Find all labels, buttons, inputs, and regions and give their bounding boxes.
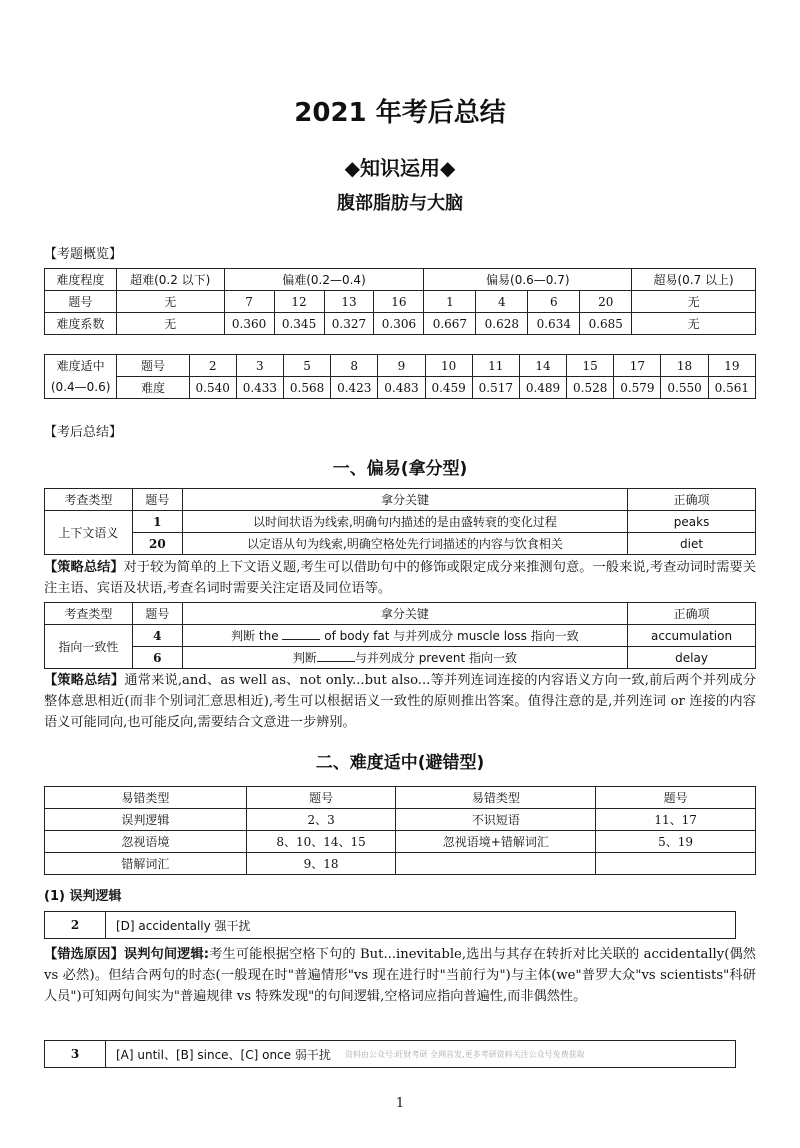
answer: accumulation [628,625,756,647]
key-text: 以时间状语为线索,明确句内描述的是由盛转衰的变化过程 [182,511,627,533]
question-type: 上下文语义 [45,511,133,555]
header-super-hard: 超难(0.2 以下) [116,269,224,291]
cell: 9、18 [246,853,396,875]
cell: 1 [424,291,476,313]
cell: 2 [189,355,236,377]
blank-line [282,629,320,640]
answer: peaks [628,511,756,533]
cell: 12 [274,291,324,313]
cell: 忽视语境+错解词汇 [396,831,596,853]
cell: 0.540 [189,377,236,399]
cell: 0.423 [331,377,378,399]
cell: 5 [283,355,330,377]
cell: 0.579 [614,377,661,399]
cell: 15 [567,355,614,377]
header-answer: 正确项 [628,489,756,511]
cell: 6 [528,291,580,313]
cell [396,853,596,875]
page-title: 2021 年考后总结 [294,98,506,128]
cell: 无 [116,313,224,335]
summary-label: 【考后总结】 [44,425,123,440]
cell: 误判逻辑 [45,809,247,831]
overview-table [44,268,756,335]
question-number: 3 [45,1041,106,1067]
overview-label: 【考题概览】 [44,247,123,262]
strategy-text: 对于较为简单的上下文语义题,考生可以借助句中的修饰或限定成分来推测句意。一般来说,考查动词时需要关注主语、宾语及状语,考查名词时需要关注定语及同位语等。 [44,560,757,596]
row-label-difficulty: 难度 [117,377,189,399]
header-key: 拿分关键 [182,489,627,511]
header-type: 考查类型 [45,489,133,511]
cell: 不识短语 [396,809,596,831]
cell: 无 [116,291,224,313]
reason-label: 【错选原因】 [44,947,124,962]
moderate-table [44,354,756,399]
key-text [182,647,627,669]
reason-lead: 误判句间逻辑: [123,947,210,962]
cell: 0.459 [425,377,472,399]
cell: 0.568 [283,377,330,399]
cell: 8 [331,355,378,377]
error-type-table [44,786,756,875]
cell: 11 [472,355,519,377]
key-text: 以定语从句为线索,明确空格处先行词描述的内容与饮食相关 [182,533,627,555]
cell: 3 [236,355,283,377]
header-number: 题号 [132,489,182,511]
moderate-label [45,355,117,399]
cell: 9 [378,355,425,377]
cell: 忽视语境 [45,831,247,853]
header-answer: 正确项 [628,603,756,625]
watermark: 资料由公众号:旺财考研 全网首发,更多考研资料关注公众号免费获取 [344,1049,585,1059]
header-easy: 偏易(0.6—0.7) [424,269,632,291]
cell: 16 [374,291,424,313]
moderate-label-text: 难度适中 [56,358,105,373]
cell: 0.550 [661,377,708,399]
key-pre: 判断 [292,651,317,665]
question-number: 20 [132,533,182,555]
cell: 0.685 [580,313,632,335]
cell: 18 [661,355,708,377]
answer: diet [628,533,756,555]
section-heading-moderate: 二、难度适中(避错型) [315,753,485,773]
cell: 14 [519,355,566,377]
option-box-q2 [44,911,736,939]
row-label-number: 题号 [117,355,189,377]
header-number: 题号 [132,603,182,625]
subsection-heading: (1) 误判逻辑 [44,889,122,904]
cell: 0.433 [236,377,283,399]
row-label-coefficient: 难度系数 [45,313,117,335]
strategy-paragraph-1 [44,557,756,599]
cell: 0.360 [224,313,274,335]
cell: 13 [324,291,374,313]
page-number: 1 [395,1096,405,1111]
header-type: 考查类型 [45,603,133,625]
blank-line [317,651,355,662]
easy-consistency-table [44,602,756,669]
question-type: 指向一致性 [45,625,133,669]
section-heading-easy: 一、偏易(拿分型) [332,459,468,479]
error-reason-paragraph [44,944,756,1007]
key-post: 与并列成分 prevent 指向一致 [354,651,517,665]
cell: 0.528 [567,377,614,399]
cell: 0.628 [476,313,528,335]
passage-topic: 腹部脂肪与大脑 [337,193,463,214]
header-number: 题号 [596,787,756,809]
cell: 无 [632,313,756,335]
cell: 0.327 [324,313,374,335]
cell: 7 [224,291,274,313]
header-super-easy: 超易(0.7 以上) [632,269,756,291]
cell: 0.345 [274,313,324,335]
key-post: of body fat 与并列成分 muscle loss 指向一致 [324,629,579,643]
header-error-type: 易错类型 [45,787,247,809]
key-text [182,625,627,647]
cell: 5、19 [596,831,756,853]
header-number: 题号 [246,787,396,809]
cell: 17 [614,355,661,377]
question-number: 4 [132,625,182,647]
header-error-type: 易错类型 [396,787,596,809]
cell: 20 [580,291,632,313]
cell: 10 [425,355,472,377]
option-text: [A] until、[B] since、[C] once 弱干扰 [116,1047,331,1062]
cell: 0.667 [424,313,476,335]
option-text: [D] accidentally 强干扰 [116,918,251,933]
cell: 0.489 [519,377,566,399]
moderate-range: (0.4—0.6) [50,379,111,394]
header-key: 拿分关键 [182,603,627,625]
cell: 4 [476,291,528,313]
cell: 8、10、14、15 [246,831,396,853]
cell: 0.634 [528,313,580,335]
question-number: 1 [132,511,182,533]
strategy-text: 通常来说,and、as well as、not only...but also...等并列连词连接的内容语义方向一致,前后两个并列成分整体意思相近(而非个别词汇意思相近),考生可以根据语义一致性的原则推出答案。值得注意的是,并列连词 or 连接的内容语义可能同向,也可能反向,需要结合文意进一步辨别。 [44,673,756,730]
cell: 0.517 [472,377,519,399]
cell: 0.561 [708,377,755,399]
section-subtitle: ◆知识运用◆ [344,156,456,180]
cell: 0.483 [378,377,425,399]
answer: delay [628,647,756,669]
option-box-q3 [44,1040,736,1068]
cell [596,853,756,875]
header-hard: 偏难(0.2—0.4) [224,269,424,291]
cell: 错解词汇 [45,853,247,875]
cell: 0.306 [374,313,424,335]
strategy-paragraph-2 [44,670,756,733]
easy-context-table [44,488,756,555]
cell: 11、17 [596,809,756,831]
cell: 19 [708,355,755,377]
row-label-number: 题号 [45,291,117,313]
question-number: 2 [45,912,106,938]
strategy-label: 【策略总结】 [44,560,124,575]
strategy-label: 【策略总结】 [44,673,125,688]
reason-text: 考生可能根据空格下句的 But...inevitable,选出与其存在转折对比关联的 accidentally(偶然 vs 必然)。但结合两句的时态(一般现在时"普遍情形"vs 现在进行时"当前行为")与主体(we"普罗大众"vs scientists"科研人员")可知两句间实为"普遍规律 vs 特殊发现"的句间逻辑,空格词应指向普遍性,而非偶然性。 [44,947,756,1004]
cell: 2、3 [246,809,396,831]
question-number: 6 [132,647,182,669]
key-pre: 判断 the [231,629,279,643]
header-difficulty: 难度程度 [45,269,117,291]
cell: 无 [632,291,756,313]
